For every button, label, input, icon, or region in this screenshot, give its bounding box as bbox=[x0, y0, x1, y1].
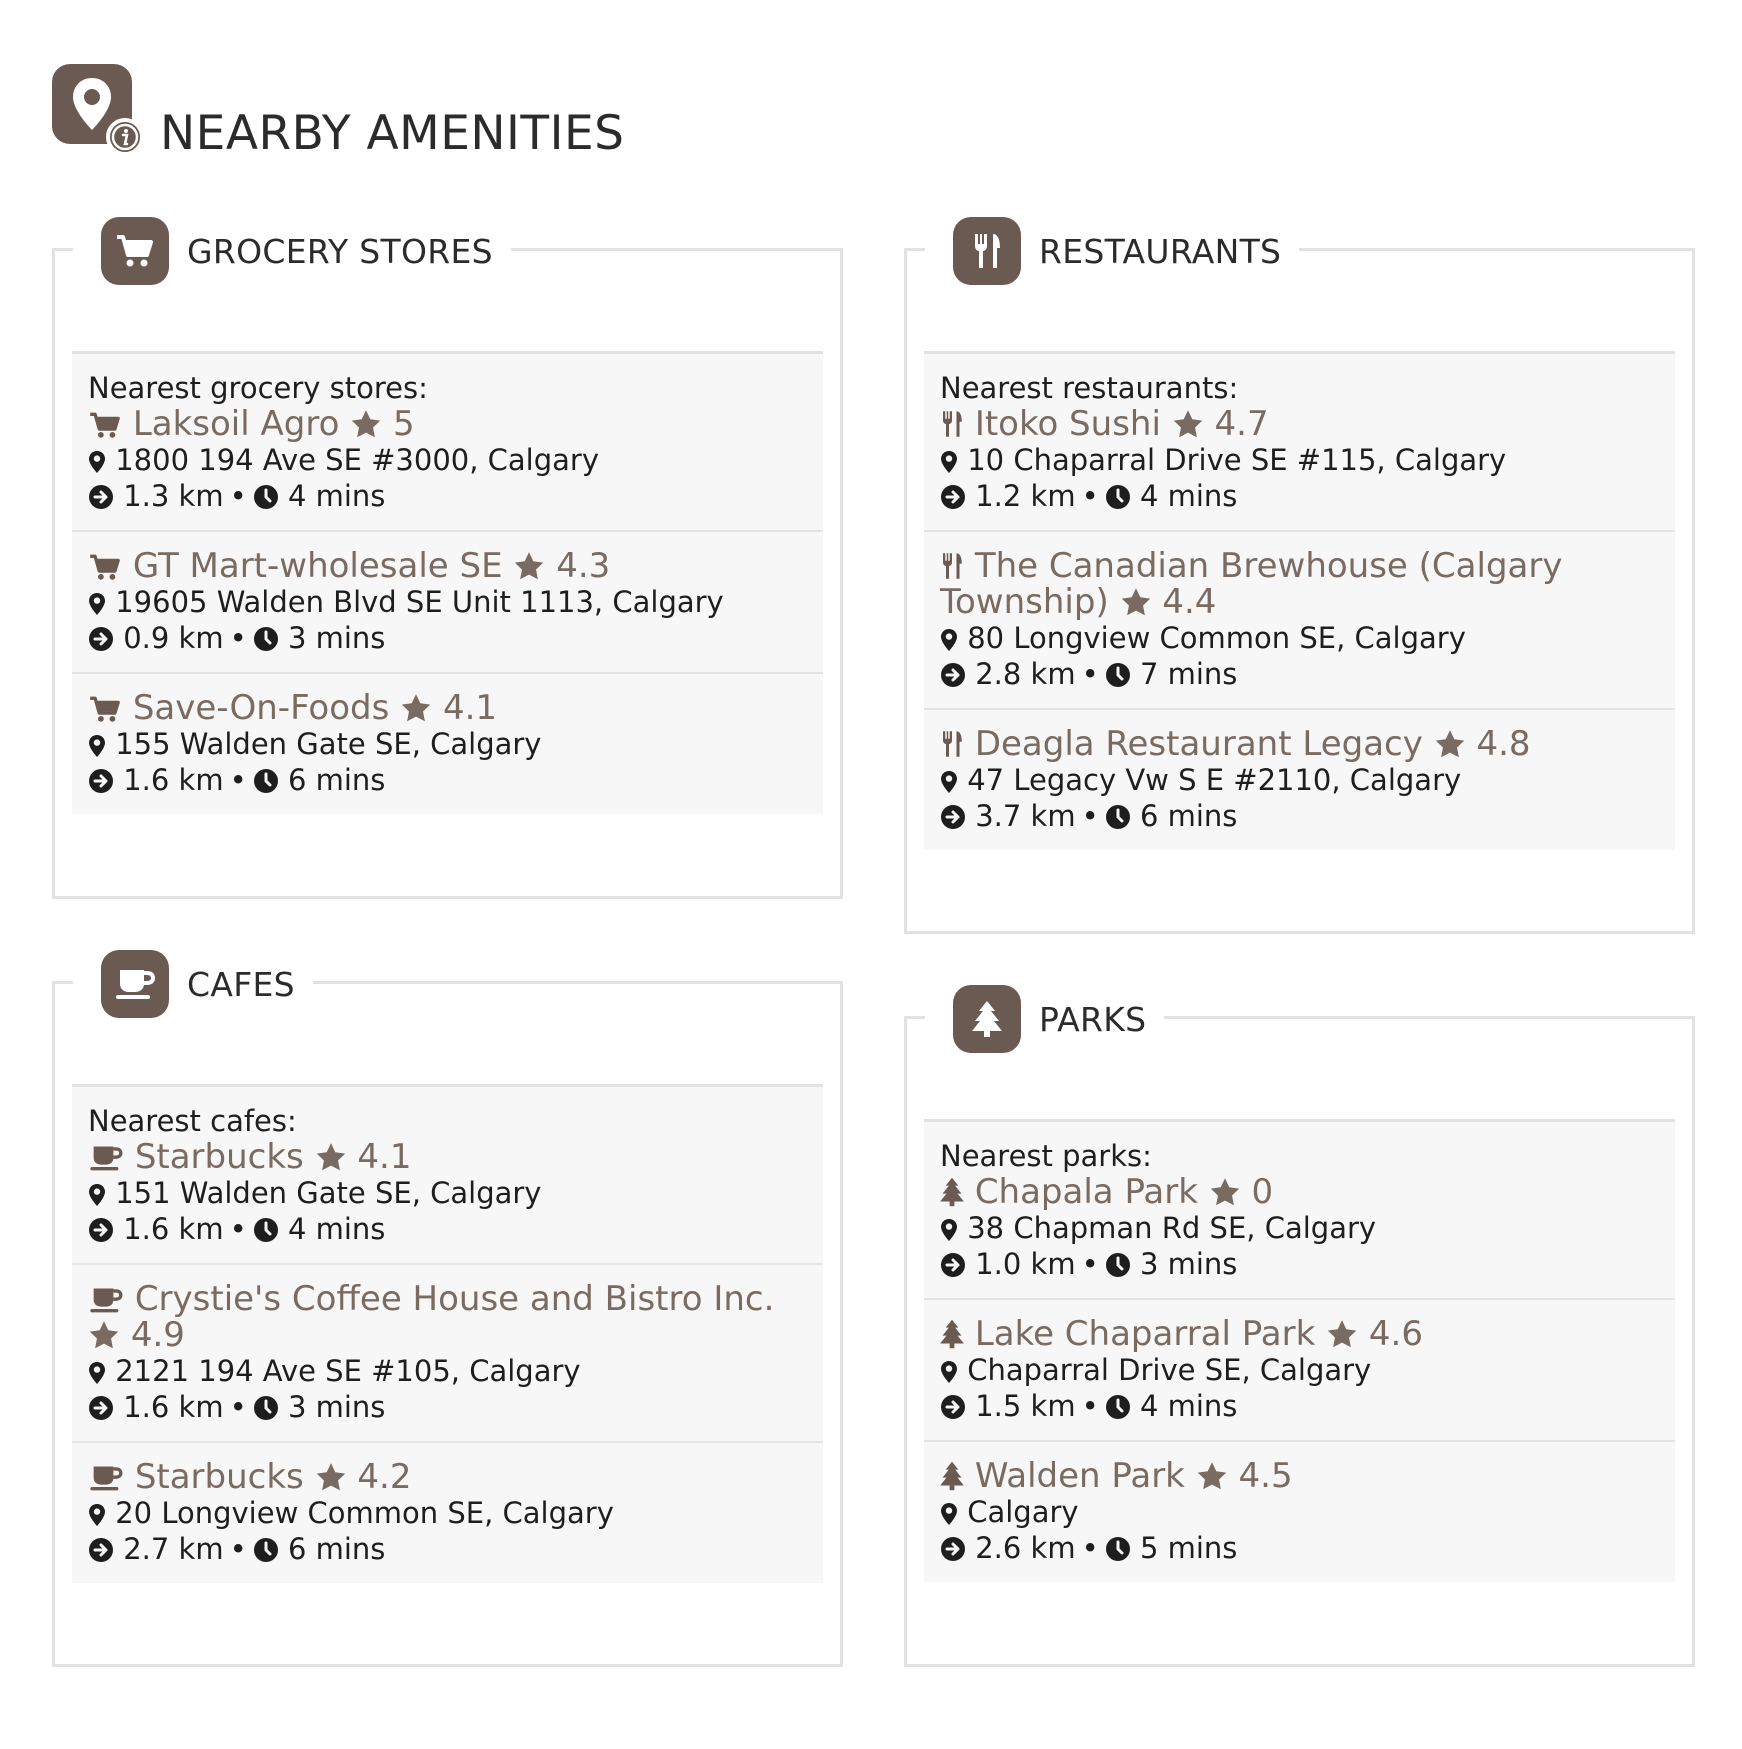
place-travel-time: 3 mins bbox=[1139, 1247, 1238, 1281]
place-travel-time: 3 mins bbox=[287, 1390, 386, 1424]
map-marker-icon bbox=[940, 442, 958, 478]
place-distance-line bbox=[88, 478, 807, 514]
arrow-circle-right-icon bbox=[940, 656, 966, 692]
place-travel-time: 4 mins bbox=[287, 1212, 386, 1246]
place-address: Chaparral Drive SE, Calgary bbox=[967, 1353, 1372, 1387]
place-rating: 4.1 bbox=[442, 688, 498, 728]
place-rating: 4.4 bbox=[1162, 582, 1217, 622]
place-address: 1800 194 Ave SE #3000, Calgary bbox=[115, 443, 600, 477]
place-name-link[interactable]: Laksoil Agro bbox=[132, 404, 340, 444]
place-distance-line bbox=[88, 1211, 807, 1247]
place-name-link[interactable]: Save-On-Foods bbox=[132, 688, 390, 728]
page-title: NEARBY AMENITIES bbox=[160, 106, 625, 161]
place-distance: 1.2 km bbox=[975, 479, 1076, 513]
coffee-icon bbox=[88, 1459, 124, 1495]
map-marker-icon bbox=[940, 620, 958, 656]
place-address-line bbox=[940, 1210, 1659, 1246]
place-list bbox=[924, 351, 1675, 850]
place-distance-line bbox=[88, 1531, 807, 1567]
clock-icon bbox=[1105, 478, 1131, 514]
place-travel-time: 4 mins bbox=[287, 479, 386, 513]
separator-dot: • bbox=[1081, 799, 1099, 833]
arrow-circle-right-icon bbox=[88, 762, 114, 798]
map-marker-icon bbox=[940, 1352, 958, 1388]
place-address: 155 Walden Gate SE, Calgary bbox=[115, 727, 542, 761]
list-item bbox=[72, 354, 823, 532]
place-address-line bbox=[88, 726, 807, 762]
page-header bbox=[52, 64, 752, 174]
star-icon bbox=[1172, 406, 1204, 442]
place-travel-time: 6 mins bbox=[287, 1532, 386, 1566]
clock-icon bbox=[253, 620, 279, 656]
list-intro: Nearest grocery stores: bbox=[88, 371, 428, 405]
clock-icon bbox=[253, 478, 279, 514]
arrow-circle-right-icon bbox=[88, 620, 114, 656]
place-name-line bbox=[88, 1281, 807, 1353]
card-header bbox=[73, 217, 511, 285]
list-intro: Nearest cafes: bbox=[88, 1104, 297, 1138]
place-rating: 4.8 bbox=[1476, 724, 1531, 764]
separator-dot: • bbox=[1081, 1247, 1099, 1281]
list-item bbox=[72, 1443, 823, 1583]
card-title: RESTAURANTS bbox=[1039, 231, 1282, 271]
star-icon bbox=[513, 548, 545, 584]
place-name-line bbox=[88, 406, 807, 442]
cart-icon bbox=[88, 690, 122, 726]
place-distance-line bbox=[940, 656, 1659, 692]
map-marker-icon bbox=[940, 762, 958, 798]
place-list bbox=[72, 1084, 823, 1583]
place-name-line bbox=[940, 406, 1659, 442]
star-icon bbox=[88, 1317, 120, 1353]
separator-dot: • bbox=[229, 1212, 247, 1246]
place-rating: 5 bbox=[393, 404, 415, 444]
separator-dot: • bbox=[229, 621, 247, 655]
list-item bbox=[72, 1087, 823, 1265]
clock-icon bbox=[1105, 798, 1131, 834]
place-name-link[interactable]: Walden Park bbox=[974, 1456, 1185, 1496]
place-rating: 4.1 bbox=[357, 1137, 412, 1177]
list-intro: Nearest parks: bbox=[940, 1139, 1152, 1173]
arrow-circle-right-icon bbox=[940, 1246, 966, 1282]
star-icon bbox=[350, 406, 382, 442]
clock-icon bbox=[253, 1389, 279, 1425]
place-distance: 2.7 km bbox=[123, 1532, 224, 1566]
place-distance: 3.7 km bbox=[975, 799, 1076, 833]
map-marker-icon bbox=[88, 726, 106, 762]
place-travel-time: 6 mins bbox=[287, 763, 386, 797]
star-icon bbox=[315, 1139, 347, 1175]
grocery-stores-card bbox=[52, 231, 843, 899]
place-address-line bbox=[940, 442, 1659, 478]
list-item bbox=[72, 674, 823, 814]
utensils-icon bbox=[953, 217, 1021, 285]
place-travel-time: 3 mins bbox=[287, 621, 386, 655]
separator-dot: • bbox=[229, 1532, 247, 1566]
place-travel-time: 6 mins bbox=[1139, 799, 1238, 833]
card-title: PARKS bbox=[1039, 999, 1147, 1039]
star-icon bbox=[1326, 1316, 1358, 1352]
place-name-link[interactable]: Deagla Restaurant Legacy bbox=[974, 724, 1423, 764]
place-distance-line bbox=[940, 1246, 1659, 1282]
card-title: CAFES bbox=[187, 964, 295, 1004]
coffee-icon bbox=[101, 950, 169, 1018]
place-address-line bbox=[940, 1494, 1659, 1530]
arrow-circle-right-icon bbox=[88, 478, 114, 514]
coffee-icon bbox=[88, 1281, 124, 1317]
clock-icon bbox=[253, 1211, 279, 1247]
clock-icon bbox=[1105, 656, 1131, 692]
map-marker-icon bbox=[88, 584, 106, 620]
place-address: 151 Walden Gate SE, Calgary bbox=[115, 1176, 542, 1210]
list-item bbox=[924, 1300, 1675, 1442]
place-rating: 4.6 bbox=[1368, 1314, 1423, 1354]
separator-dot: • bbox=[1081, 479, 1099, 513]
list-item bbox=[72, 532, 823, 674]
arrow-circle-right-icon bbox=[88, 1211, 114, 1247]
card-header bbox=[925, 985, 1164, 1053]
separator-dot: • bbox=[229, 1390, 247, 1424]
place-travel-time: 4 mins bbox=[1139, 479, 1238, 513]
cafes-card bbox=[52, 964, 843, 1667]
place-name-line bbox=[88, 690, 807, 726]
coffee-icon bbox=[88, 1139, 124, 1175]
list-item bbox=[924, 710, 1675, 850]
separator-dot: • bbox=[1081, 1389, 1099, 1423]
place-distance: 1.6 km bbox=[123, 1390, 224, 1424]
place-name-link[interactable]: Itoko Sushi bbox=[974, 404, 1161, 444]
place-name-line bbox=[940, 726, 1659, 762]
list-item bbox=[72, 1265, 823, 1443]
place-distance-line bbox=[940, 798, 1659, 834]
tree-icon bbox=[940, 1174, 964, 1210]
place-name-link[interactable]: Starbucks bbox=[134, 1457, 304, 1497]
tree-icon bbox=[940, 1316, 964, 1352]
separator-dot: • bbox=[1081, 657, 1099, 691]
utensils-icon bbox=[940, 548, 964, 584]
place-name-line bbox=[88, 548, 807, 584]
place-list bbox=[72, 351, 823, 814]
place-distance: 1.5 km bbox=[975, 1389, 1076, 1423]
card-header bbox=[925, 217, 1299, 285]
star-icon bbox=[1209, 1174, 1241, 1210]
card-title: GROCERY STORES bbox=[187, 231, 493, 271]
place-distance: 2.8 km bbox=[975, 657, 1076, 691]
list-item bbox=[924, 1442, 1675, 1582]
star-icon bbox=[400, 690, 432, 726]
place-name-line bbox=[940, 1174, 1659, 1210]
list-item bbox=[924, 354, 1675, 532]
cart-icon bbox=[88, 548, 122, 584]
place-distance: 1.6 km bbox=[123, 1212, 224, 1246]
place-address: 19605 Walden Blvd SE Unit 1113, Calgary bbox=[115, 585, 724, 619]
place-name-link[interactable]: GT Mart-wholesale SE bbox=[132, 546, 503, 586]
info-icon bbox=[106, 118, 144, 156]
place-address: 38 Chapman Rd SE, Calgary bbox=[967, 1211, 1377, 1245]
place-distance: 0.9 km bbox=[123, 621, 224, 655]
place-distance: 2.6 km bbox=[975, 1531, 1076, 1565]
arrow-circle-right-icon bbox=[940, 798, 966, 834]
place-rating: 4.7 bbox=[1214, 404, 1269, 444]
tree-icon bbox=[953, 985, 1021, 1053]
place-rating: 4.3 bbox=[556, 546, 611, 586]
clock-icon bbox=[253, 762, 279, 798]
separator-dot: • bbox=[229, 479, 247, 513]
place-rating: 4.2 bbox=[357, 1457, 412, 1497]
arrow-circle-right-icon bbox=[940, 478, 966, 514]
place-address: 20 Longview Common SE, Calgary bbox=[115, 1496, 614, 1530]
clock-icon bbox=[1105, 1388, 1131, 1424]
separator-dot: • bbox=[229, 763, 247, 797]
utensils-icon bbox=[940, 406, 964, 442]
place-rating: 0 bbox=[1251, 1172, 1274, 1212]
place-distance: 1.0 km bbox=[975, 1247, 1076, 1281]
place-name-line bbox=[940, 1316, 1659, 1352]
cart-icon bbox=[88, 406, 122, 442]
place-address: Calgary bbox=[967, 1495, 1079, 1529]
place-rating: 4.5 bbox=[1238, 1456, 1293, 1496]
place-address-line bbox=[940, 762, 1659, 798]
place-distance: 1.3 km bbox=[123, 479, 224, 513]
place-distance-line bbox=[88, 620, 807, 656]
star-icon bbox=[1196, 1458, 1228, 1494]
map-marker-icon bbox=[940, 1210, 958, 1246]
star-icon bbox=[1120, 584, 1152, 620]
cart-icon bbox=[101, 217, 169, 285]
place-travel-time: 5 mins bbox=[1139, 1531, 1238, 1565]
map-marker-icon bbox=[88, 1495, 106, 1531]
card-header bbox=[73, 950, 313, 1018]
place-distance-line bbox=[940, 478, 1659, 514]
place-address: 47 Legacy Vw S E #2110, Calgary bbox=[967, 763, 1462, 797]
place-distance-line bbox=[88, 762, 807, 798]
tree-icon bbox=[940, 1458, 964, 1494]
place-rating: 4.9 bbox=[130, 1315, 185, 1355]
place-name-line bbox=[940, 1458, 1659, 1494]
clock-icon bbox=[1105, 1530, 1131, 1566]
place-list bbox=[924, 1119, 1675, 1582]
place-name-link[interactable]: The Canadian Brewhouse (Calgary Township) bbox=[940, 546, 1563, 622]
parks-card bbox=[904, 999, 1695, 1667]
list-intro: Nearest restaurants: bbox=[940, 371, 1239, 405]
star-icon bbox=[1434, 726, 1466, 762]
clock-icon bbox=[1105, 1246, 1131, 1282]
place-address-line bbox=[88, 584, 807, 620]
list-item bbox=[924, 532, 1675, 710]
place-address: 10 Chaparral Drive SE #115, Calgary bbox=[967, 443, 1507, 477]
place-name-line bbox=[88, 1139, 807, 1175]
place-address-line bbox=[88, 1175, 807, 1211]
restaurants-card bbox=[904, 231, 1695, 934]
place-address-line bbox=[88, 1353, 807, 1389]
place-name-line bbox=[940, 548, 1659, 620]
utensils-icon bbox=[940, 726, 964, 762]
place-name-link[interactable]: Crystie's Coffee House and Bistro Inc. bbox=[134, 1279, 775, 1319]
arrow-circle-right-icon bbox=[940, 1530, 966, 1566]
place-address-line bbox=[940, 1352, 1659, 1388]
map-marker-icon bbox=[88, 1175, 106, 1211]
map-marker-icon bbox=[88, 442, 106, 478]
place-name-line bbox=[88, 1459, 807, 1495]
place-distance-line bbox=[88, 1389, 807, 1425]
map-marker-icon bbox=[940, 1494, 958, 1530]
arrow-circle-right-icon bbox=[88, 1531, 114, 1567]
place-distance: 1.6 km bbox=[123, 763, 224, 797]
place-name-link[interactable]: Starbucks bbox=[134, 1137, 304, 1177]
map-marker-info-icon bbox=[52, 64, 132, 144]
star-icon bbox=[315, 1459, 347, 1495]
place-address-line bbox=[88, 442, 807, 478]
place-address-line bbox=[88, 1495, 807, 1531]
clock-icon bbox=[253, 1531, 279, 1567]
separator-dot: • bbox=[1081, 1531, 1099, 1565]
arrow-circle-right-icon bbox=[88, 1389, 114, 1425]
place-address-line bbox=[940, 620, 1659, 656]
place-travel-time: 7 mins bbox=[1139, 657, 1238, 691]
place-distance-line bbox=[940, 1530, 1659, 1566]
map-marker-icon bbox=[88, 1353, 106, 1389]
place-distance-line bbox=[940, 1388, 1659, 1424]
place-name-link[interactable]: Chapala Park bbox=[974, 1172, 1198, 1212]
place-address: 80 Longview Common SE, Calgary bbox=[967, 621, 1466, 655]
place-name-link[interactable]: Lake Chaparral Park bbox=[974, 1314, 1316, 1354]
place-travel-time: 4 mins bbox=[1139, 1389, 1238, 1423]
arrow-circle-right-icon bbox=[940, 1388, 966, 1424]
list-item bbox=[924, 1122, 1675, 1300]
place-address: 2121 194 Ave SE #105, Calgary bbox=[115, 1354, 581, 1388]
